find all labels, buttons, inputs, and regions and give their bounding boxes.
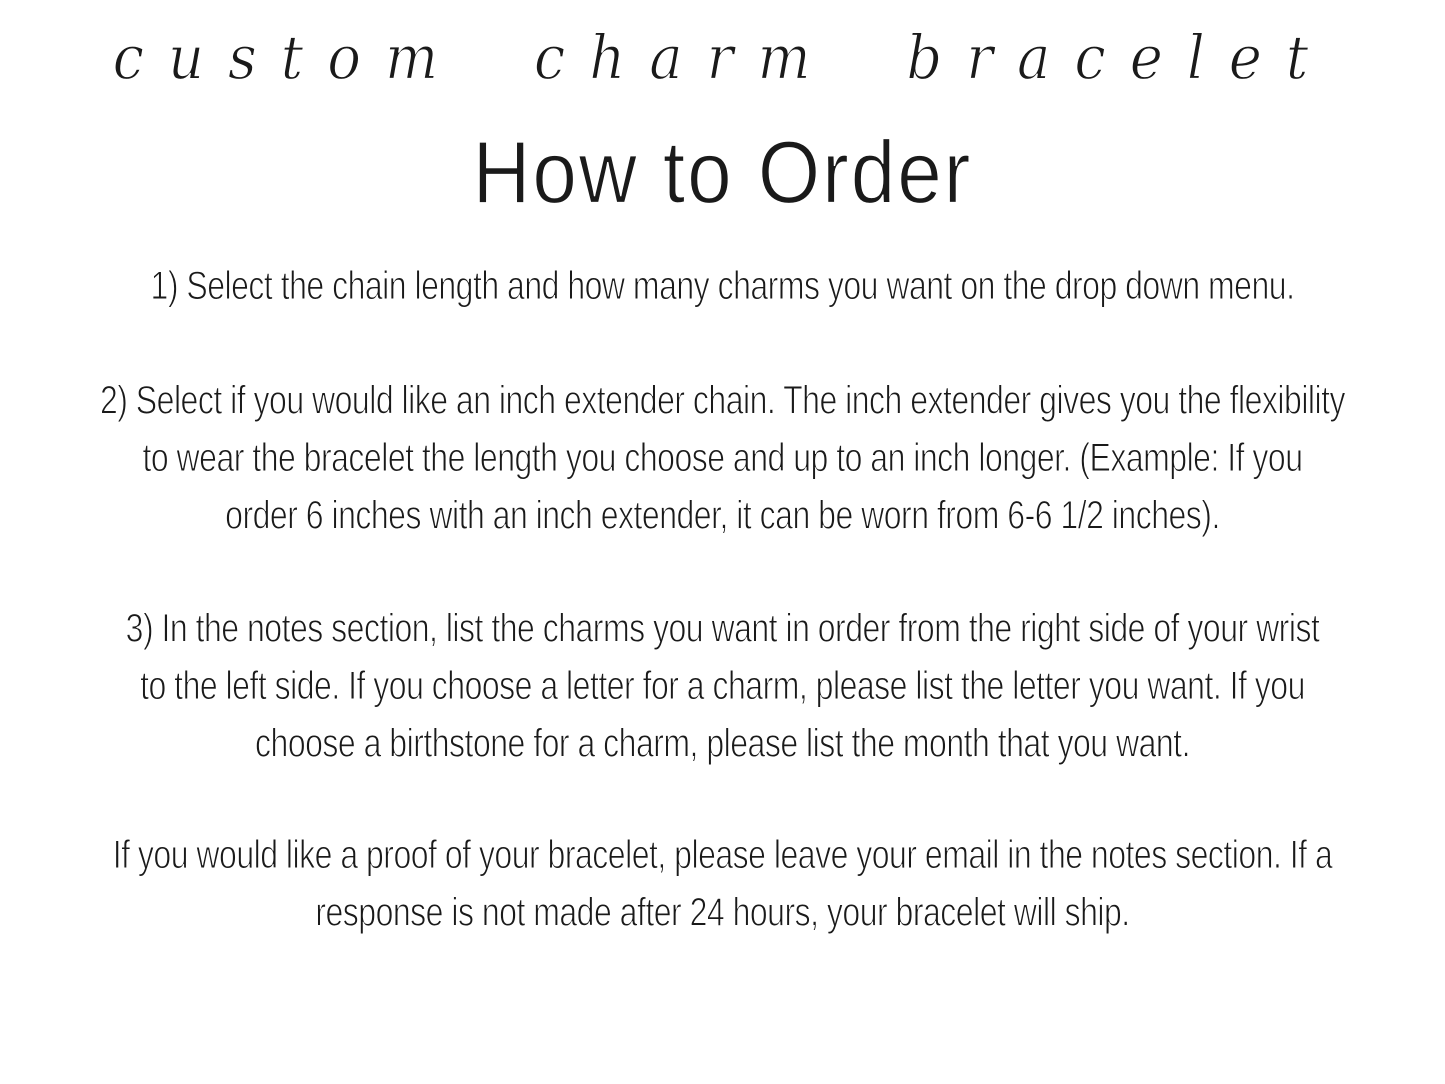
instruction-paragraph-1 [0, 256, 1445, 314]
instruction-line: to the left side. If you choose a letter for a charm, please list the letter you want. If you [140, 662, 1305, 708]
instruction-paragraph-3 [0, 599, 1445, 772]
instruction-line: If you would like a proof of your bracelet, please leave your email in the notes section. If a [112, 831, 1333, 877]
instruction-paragraph-4 [0, 826, 1445, 941]
instruction-line: 1) Select the chain length and how many charms you want on the drop down menu. [150, 262, 1295, 308]
instruction-line: order 6 inches with an inch extender, it can be worn from 6-6 1/2 inches). [225, 492, 1220, 537]
instruction-paragraph-2 [0, 371, 1445, 544]
instruction-line: response is not made after 24 hours, your bracelet will ship. [315, 889, 1130, 935]
page-title: How to Order [472, 123, 973, 222]
instruction-line: 3) In the notes section, list the charms you want in order from the right side of your wrist [125, 605, 1320, 650]
instruction-line: 2) Select if you would like an inch extender chain. The inch extender gives you the flexibility [99, 377, 1346, 422]
script-title: custom charm bracelet [112, 23, 1333, 94]
instruction-line: choose a birthstone for a charm, please list the month that you want. [255, 720, 1190, 765]
instruction-line: to wear the bracelet the length you choose and up to an inch longer. (Example: If you [142, 434, 1303, 480]
